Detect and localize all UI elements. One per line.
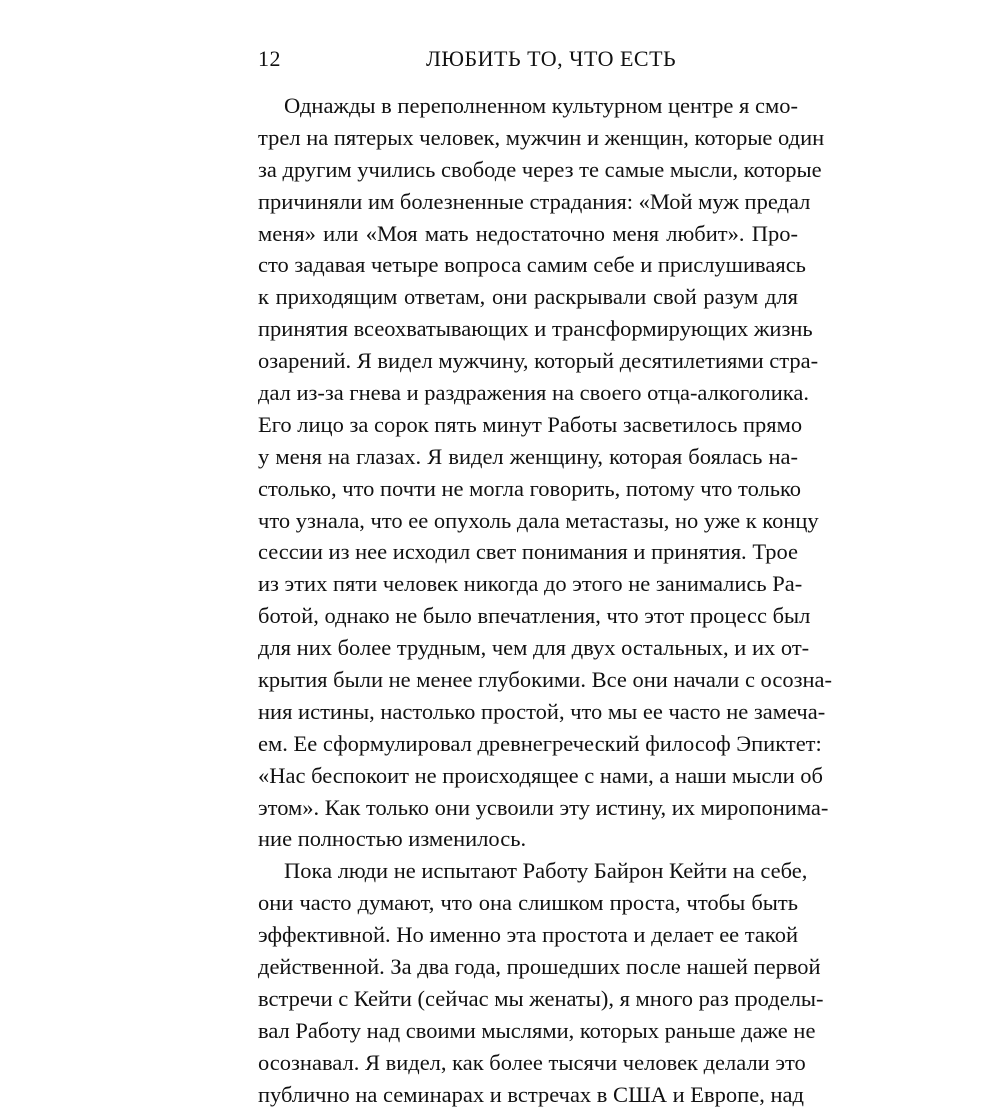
- text-line: ние полностью изменилось.: [258, 826, 527, 852]
- text-line: ботой, однако не было впечатления, что этот процесс был: [258, 603, 811, 629]
- text-line: сто задавая четыре вопроса самим себе и прислушиваясь: [258, 252, 806, 278]
- text-line: дал из-за гнева и раздражения на своего отца-алкоголика.: [258, 380, 809, 406]
- body-text: [258, 90, 833, 1111]
- text-line: у меня на глазах. Я видел женщину, которая боялась на-: [258, 443, 798, 469]
- text-line: они часто думают, что она слишком проста, чтобы быть: [258, 890, 798, 916]
- text-line: публично на семинарах и встречах в США и Европе, над: [258, 1081, 804, 1107]
- text-line: эффективной. Но именно эта простота и делает ее такой: [258, 922, 798, 948]
- text-line: для них более трудным, чем для двух остальных, и их от-: [258, 635, 810, 661]
- text-line: Его лицо за сорок пять минут Работы засветилось прямо: [258, 411, 803, 437]
- text-line: сессии из нее исходил свет понимания и принятия. Трое: [258, 539, 798, 565]
- text-line: действенной. За два года, прошедших после нашей первой: [258, 954, 821, 980]
- text-line: крытия были не менее глубокими. Все они начали с осозна-: [258, 667, 833, 693]
- text-line: Однажды в переполненном культурном центре я смо-: [284, 93, 798, 118]
- text-line: за другим учились свободе через те самые мысли, которые: [258, 156, 822, 182]
- text-line: ем. Ее сформулировал древнегреческий философ Эпиктет:: [258, 730, 822, 756]
- text-line: к приходящим ответам, они раскрывали свой разум для: [258, 284, 798, 310]
- text-line: осознавал. Я видел, как более тысячи человек делали это: [258, 1049, 806, 1075]
- running-title: ЛЮБИТЬ ТО, ЧТО ЕСТЬ: [426, 46, 677, 71]
- text-line: Пока люди не испытают Работу Байрон Кейти на себе,: [284, 858, 808, 884]
- text-line: принятия всеохватывающих и трансформирующих жизнь: [258, 316, 813, 342]
- text-line: ния истины, настолько простой, что мы ее часто не замеча-: [258, 698, 826, 724]
- text-line: этом». Как только они усвоили эту истину, их миропонима-: [258, 794, 829, 820]
- text-line: трел на пятерых человек, мужчин и женщин, которые один: [258, 124, 825, 150]
- page-number: 12: [258, 46, 281, 71]
- text-line: причиняли им болезненные страдания: «Мой муж предал: [258, 188, 811, 214]
- text-line: из этих пяти человек никогда до этого не занимались Ра-: [258, 571, 803, 597]
- text-line: вал Работу над своими мыслями, которых раньше даже не: [258, 1017, 816, 1043]
- text-line: что узнала, что ее опухоль дала метастазы, но уже к концу: [258, 507, 819, 533]
- text-line: столько, что почти не могла говорить, потому что только: [258, 475, 802, 501]
- running-head: [258, 46, 798, 76]
- text-line: встречи с Кейти (сейчас мы женаты), я много раз проделы-: [258, 985, 824, 1011]
- text-line: «Нас беспокоит не происходящее с нами, а наши мысли об: [258, 762, 823, 788]
- text-line: озарений. Я видел мужчину, который десятилетиями стра-: [258, 348, 819, 374]
- text-line: меня» или «Моя мать недостаточно меня любит». Про-: [258, 220, 798, 246]
